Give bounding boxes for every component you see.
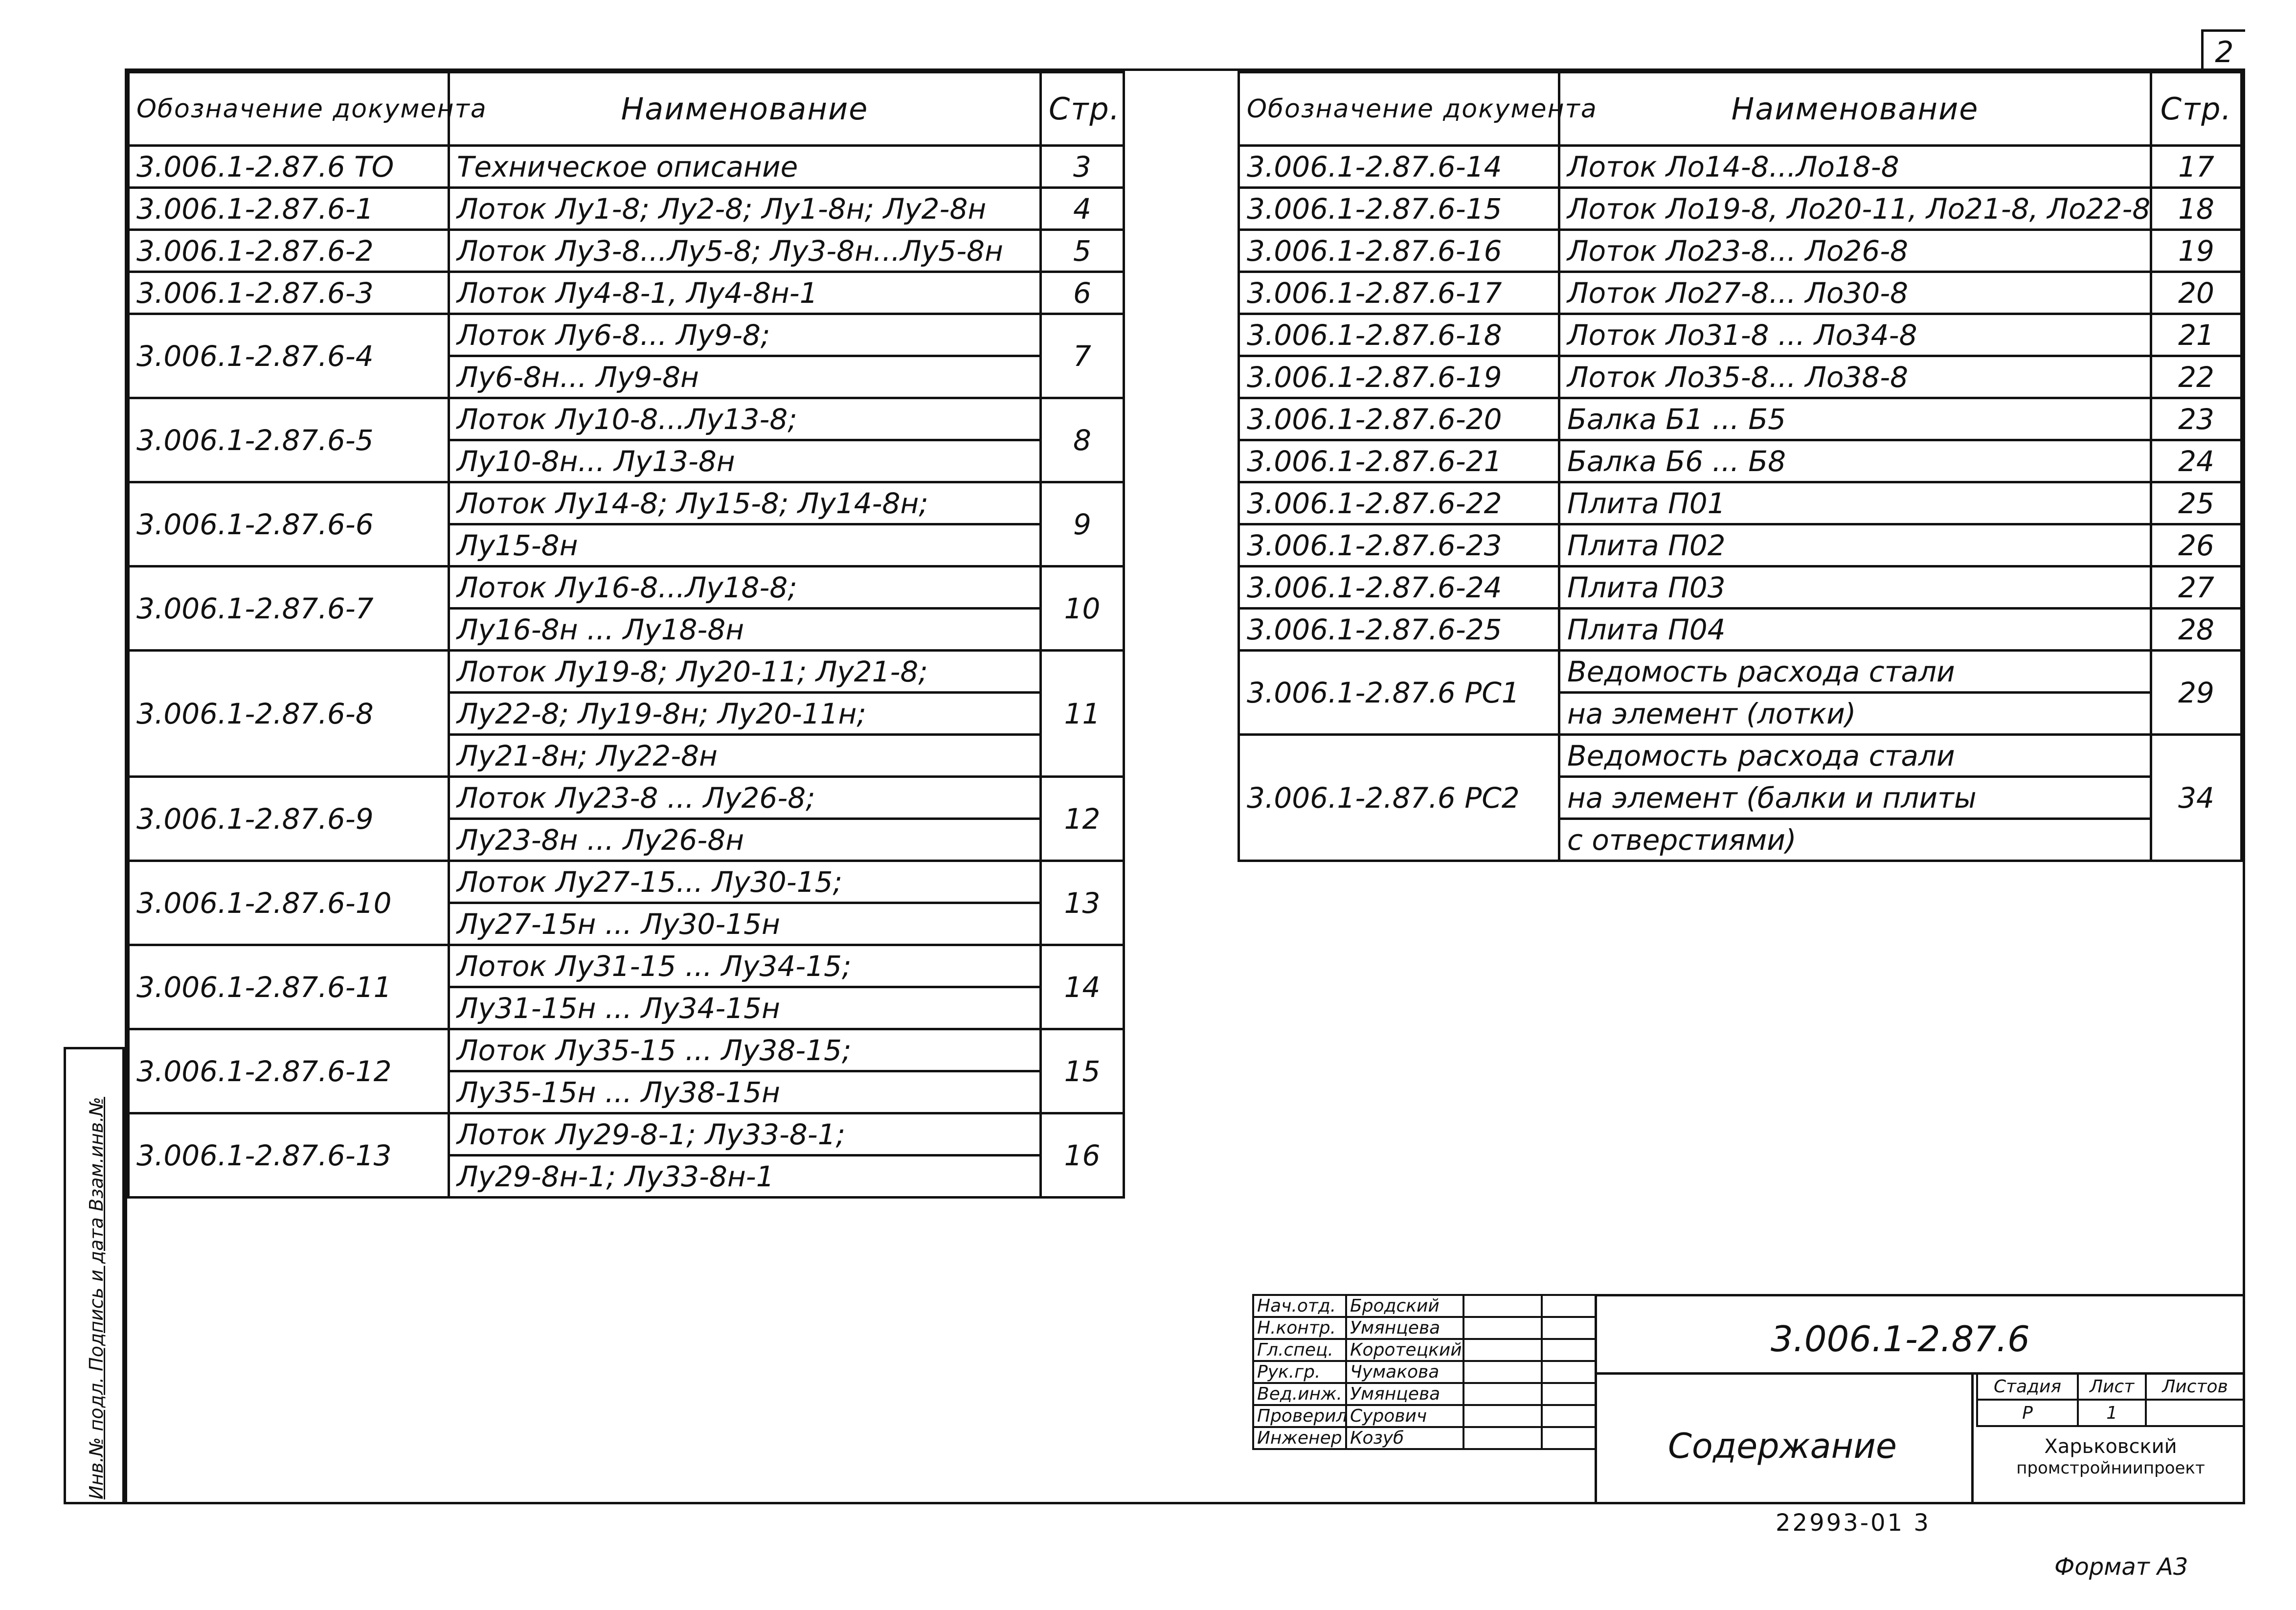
signature-row <box>1253 1361 1596 1383</box>
doc-code-cell: 3.006.1-2.87.6-22 <box>1239 482 1559 524</box>
page-number: 2 <box>2201 29 2245 73</box>
date-cell <box>1542 1295 1596 1317</box>
page-cell: 18 <box>2151 188 2242 230</box>
signature-cell <box>1463 1317 1542 1339</box>
page-cell: 11 <box>1041 651 1124 777</box>
table-row <box>129 777 1124 819</box>
stage-label: Стадия <box>1977 1373 2078 1400</box>
doc-name-cell: Лу10-8н... Лу13-8н <box>449 440 1041 482</box>
role-cell: Нач.отд. <box>1253 1295 1346 1317</box>
page-cell: 8 <box>1041 398 1124 482</box>
date-cell <box>1542 1339 1596 1361</box>
table-row <box>129 188 1124 230</box>
stamp-title: Содержание <box>1668 1426 1897 1466</box>
doc-code-cell: 3.006.1-2.87.6-14 <box>1239 146 1559 188</box>
page-cell: 24 <box>2151 440 2242 482</box>
table-row <box>1239 272 2242 314</box>
date-cell <box>1542 1405 1596 1427</box>
sheet-value: 1 <box>2078 1400 2146 1426</box>
doc-name-cell: Лоток Лу16-8...Лу18-8; <box>449 567 1041 609</box>
doc-name-cell: Техническое описание <box>449 146 1041 188</box>
doc-name-cell: Лу22-8; Лу19-8н; Лу20-11н; <box>449 693 1041 735</box>
name-cell: Умянцева <box>1346 1317 1463 1339</box>
page-cell: 5 <box>1041 230 1124 272</box>
signature-cell <box>1463 1427 1542 1449</box>
doc-name-cell: Плита П02 <box>1559 524 2151 567</box>
page-cell: 3 <box>1041 146 1124 188</box>
doc-code-cell: 3.006.1-2.87.6-11 <box>129 945 449 1029</box>
stage-value: Р <box>1977 1400 2078 1426</box>
page-cell: 6 <box>1041 272 1124 314</box>
doc-name-cell: Плита П03 <box>1559 567 2151 609</box>
doc-name-cell: Лу23-8н ... Лу26-8н <box>449 819 1041 861</box>
doc-name-cell: с отверстиями) <box>1559 819 2151 861</box>
doc-code-cell: 3.006.1-2.87.6-15 <box>1239 188 1559 230</box>
doc-code-cell: 3.006.1-2.87.6-3 <box>129 272 449 314</box>
table-row <box>1239 651 2242 693</box>
table-row <box>129 398 1124 440</box>
doc-code-cell: 3.006.1-2.87.6-25 <box>1239 609 1559 651</box>
format-label: Формат А3 <box>2054 1553 2188 1581</box>
doc-code-cell: 3.006.1-2.87.6 ТО <box>129 146 449 188</box>
signature-cell <box>1463 1405 1542 1427</box>
table-row <box>129 1113 1124 1156</box>
name-cell: Козуб <box>1346 1427 1463 1449</box>
header-page: Стр. <box>2151 72 2242 146</box>
inventory-number: 22993-01 3 <box>1776 1509 1931 1537</box>
doc-name-cell: Балка Б6 ... Б8 <box>1559 440 2151 482</box>
organization-line-1: Харьковский <box>2044 1435 2177 1458</box>
signature-cell <box>1463 1361 1542 1383</box>
page-cell: 9 <box>1041 482 1124 567</box>
doc-code-cell: 3.006.1-2.87.6-1 <box>129 188 449 230</box>
doc-name-cell: Лоток Лу10-8...Лу13-8; <box>449 398 1041 440</box>
doc-name-cell: Лоток Лу29-8-1; Лу33-8-1; <box>449 1113 1041 1156</box>
page-cell: 28 <box>2151 609 2242 651</box>
table-row <box>129 482 1124 524</box>
doc-name-cell: Лоток Ло14-8...Ло18-8 <box>1559 146 2151 188</box>
signature-row <box>1253 1383 1596 1405</box>
sidebar-text: Инв.№ подл. Подпись и дата Взам.инв.№ <box>86 1097 107 1499</box>
page-cell: 20 <box>2151 272 2242 314</box>
doc-code-cell: 3.006.1-2.87.6-6 <box>129 482 449 567</box>
page-cell: 7 <box>1041 314 1124 398</box>
page-cell: 12 <box>1041 777 1124 861</box>
organization-line-2: промстройниипроект <box>2016 1458 2205 1478</box>
table-row <box>1239 314 2242 356</box>
role-cell: Проверил <box>1253 1405 1346 1427</box>
doc-code-cell: 3.006.1-2.87.6-8 <box>129 651 449 777</box>
page-cell: 23 <box>2151 398 2242 440</box>
signature-row <box>1253 1317 1596 1339</box>
page-cell: 14 <box>1041 945 1124 1029</box>
table-row <box>129 272 1124 314</box>
sheet-label: Лист <box>2078 1373 2146 1400</box>
doc-code-cell: 3.006.1-2.87.6 РС1 <box>1239 651 1559 735</box>
table-row <box>1239 230 2242 272</box>
doc-name-cell: Лоток Ло19-8, Ло20-11, Ло21-8, Ло22-8 <box>1559 188 2151 230</box>
signatures-table <box>1252 1294 1597 1450</box>
doc-code-cell: 3.006.1-2.87.6-21 <box>1239 440 1559 482</box>
signature-row <box>1253 1405 1596 1427</box>
page-cell: 27 <box>2151 567 2242 609</box>
doc-code-cell: 3.006.1-2.87.6-5 <box>129 398 449 482</box>
role-cell: Н.контр. <box>1253 1317 1346 1339</box>
doc-name-cell: Лоток Ло31-8 ... Ло34-8 <box>1559 314 2151 356</box>
signature-cell <box>1463 1295 1542 1317</box>
doc-code-cell: 3.006.1-2.87.6-17 <box>1239 272 1559 314</box>
doc-code-cell: 3.006.1-2.87.6-7 <box>129 567 449 651</box>
page-cell: 10 <box>1041 567 1124 651</box>
header-name: Наименование <box>1559 72 2151 146</box>
role-cell: Рук.гр. <box>1253 1361 1346 1383</box>
doc-name-cell: Лоток Лу27-15... Лу30-15; <box>449 861 1041 903</box>
table-row <box>1239 440 2242 482</box>
doc-name-cell: Лоток Лу4-8-1, Лу4-8н-1 <box>449 272 1041 314</box>
date-cell <box>1542 1361 1596 1383</box>
table-row <box>1239 146 2242 188</box>
title-divider-v <box>1971 1372 1974 1504</box>
table-row <box>1239 609 2242 651</box>
date-cell <box>1542 1383 1596 1405</box>
signature-row <box>1253 1295 1596 1317</box>
signature-row <box>1253 1427 1596 1449</box>
doc-name-cell: Лоток Лу31-15 ... Лу34-15; <box>449 945 1041 987</box>
name-cell: Чумакова <box>1346 1361 1463 1383</box>
doc-code-cell: 3.006.1-2.87.6-12 <box>129 1029 449 1113</box>
doc-code-cell: 3.006.1-2.87.6-10 <box>129 861 449 945</box>
role-cell: Вед.инж. <box>1253 1383 1346 1405</box>
table-row <box>1239 482 2242 524</box>
header-code: Обозначение документа <box>129 72 449 146</box>
page-cell: 19 <box>2151 230 2242 272</box>
doc-name-cell: Лу16-8н ... Лу18-8н <box>449 609 1041 651</box>
table-row <box>1239 356 2242 398</box>
doc-name-cell: Лоток Ло23-8... Ло26-8 <box>1559 230 2151 272</box>
page-cell: 25 <box>2151 482 2242 524</box>
doc-name-cell: Лоток Лу6-8... Лу9-8; <box>449 314 1041 356</box>
doc-name-cell: Ведомость расхода стали <box>1559 735 2151 777</box>
doc-code-cell: 3.006.1-2.87.6-18 <box>1239 314 1559 356</box>
sheets-label: Листов <box>2146 1373 2244 1400</box>
table-row <box>129 945 1124 987</box>
doc-name-cell: Лоток Лу14-8; Лу15-8; Лу14-8н; <box>449 482 1041 524</box>
contents-table-left <box>127 71 1125 1199</box>
approval-sidebar <box>64 1047 125 1504</box>
stamp-doc-code: 3.006.1-2.87.6 <box>1771 1318 2030 1360</box>
doc-name-cell: Ведомость расхода стали <box>1559 651 2151 693</box>
table-row <box>129 314 1124 356</box>
date-cell <box>1542 1317 1596 1339</box>
doc-code-cell: 3.006.1-2.87.6-4 <box>129 314 449 398</box>
date-cell <box>1542 1427 1596 1449</box>
table-row <box>129 1029 1124 1071</box>
table-row <box>129 567 1124 609</box>
page-cell: 17 <box>2151 146 2242 188</box>
page-cell: 16 <box>1041 1113 1124 1198</box>
signature-row <box>1253 1339 1596 1361</box>
sheets-value <box>2146 1400 2244 1426</box>
doc-code-cell: 3.006.1-2.87.6-13 <box>129 1113 449 1198</box>
stage-box <box>1976 1372 2245 1426</box>
organization <box>1976 1436 2245 1479</box>
table-row <box>1239 398 2242 440</box>
signature-cell <box>1463 1339 1542 1361</box>
role-cell: Инженер <box>1253 1427 1346 1449</box>
page-cell: 4 <box>1041 188 1124 230</box>
header-page: Стр. <box>1041 72 1124 146</box>
name-cell: Коротецкий <box>1346 1339 1463 1361</box>
table-row <box>1239 188 2242 230</box>
doc-name-cell: Лоток Ло35-8... Ло38-8 <box>1559 356 2151 398</box>
doc-name-cell: Лу27-15н ... Лу30-15н <box>449 903 1041 945</box>
doc-code-cell: 3.006.1-2.87.6-2 <box>129 230 449 272</box>
header-name: Наименование <box>449 72 1041 146</box>
doc-name-cell: Балка Б1 ... Б5 <box>1559 398 2151 440</box>
doc-name-cell: Плита П04 <box>1559 609 2151 651</box>
name-cell: Умянцева <box>1346 1383 1463 1405</box>
doc-name-cell: Лу6-8н... Лу9-8н <box>449 356 1041 398</box>
doc-name-cell: на элемент (балки и плиты <box>1559 777 2151 819</box>
name-cell: Бродский <box>1346 1295 1463 1317</box>
doc-name-cell: Лоток Лу19-8; Лу20-11; Лу21-8; <box>449 651 1041 693</box>
table-row <box>1239 524 2242 567</box>
contents-table-right <box>1238 71 2243 862</box>
page-cell: 29 <box>2151 651 2242 735</box>
header-code: Обозначение документа <box>1239 72 1559 146</box>
doc-name-cell: на элемент (лотки) <box>1559 693 2151 735</box>
doc-name-cell: Лоток Ло27-8... Ло30-8 <box>1559 272 2151 314</box>
doc-name-cell: Лоток Лу35-15 ... Лу38-15; <box>449 1029 1041 1071</box>
doc-code-cell: 3.006.1-2.87.6-24 <box>1239 567 1559 609</box>
page-cell: 21 <box>2151 314 2242 356</box>
doc-name-cell: Лу35-15н ... Лу38-15н <box>449 1071 1041 1113</box>
table-row <box>129 651 1124 693</box>
doc-code-cell: 3.006.1-2.87.6-9 <box>129 777 449 861</box>
doc-code-cell: 3.006.1-2.87.6-23 <box>1239 524 1559 567</box>
doc-name-cell: Лоток Лу23-8 ... Лу26-8; <box>449 777 1041 819</box>
table-row <box>1239 567 2242 609</box>
name-cell: Сурович <box>1346 1405 1463 1427</box>
doc-code-cell: 3.006.1-2.87.6-19 <box>1239 356 1559 398</box>
doc-name-cell: Лу31-15н ... Лу34-15н <box>449 987 1041 1029</box>
doc-code-cell: 3.006.1-2.87.6-20 <box>1239 398 1559 440</box>
page-cell: 34 <box>2151 735 2242 861</box>
doc-code-cell: 3.006.1-2.87.6 РС2 <box>1239 735 1559 861</box>
table-row <box>1239 735 2242 777</box>
doc-name-cell: Плита П01 <box>1559 482 2151 524</box>
page-cell: 26 <box>2151 524 2242 567</box>
table-row <box>129 230 1124 272</box>
page-cell: 15 <box>1041 1029 1124 1113</box>
page-cell: 22 <box>2151 356 2242 398</box>
doc-name-cell: Лоток Лу1-8; Лу2-8; Лу1-8н; Лу2-8н <box>449 188 1041 230</box>
doc-name-cell: Лу21-8н; Лу22-8н <box>449 735 1041 777</box>
table-row <box>129 861 1124 903</box>
table-row <box>129 146 1124 188</box>
doc-name-cell: Лу15-8н <box>449 524 1041 567</box>
doc-name-cell: Лоток Лу3-8...Лу5-8; Лу3-8н...Лу5-8н <box>449 230 1041 272</box>
role-cell: Гл.спец. <box>1253 1339 1346 1361</box>
page-cell: 13 <box>1041 861 1124 945</box>
signature-cell <box>1463 1383 1542 1405</box>
doc-code-cell: 3.006.1-2.87.6-16 <box>1239 230 1559 272</box>
doc-name-cell: Лу29-8н-1; Лу33-8н-1 <box>449 1156 1041 1198</box>
